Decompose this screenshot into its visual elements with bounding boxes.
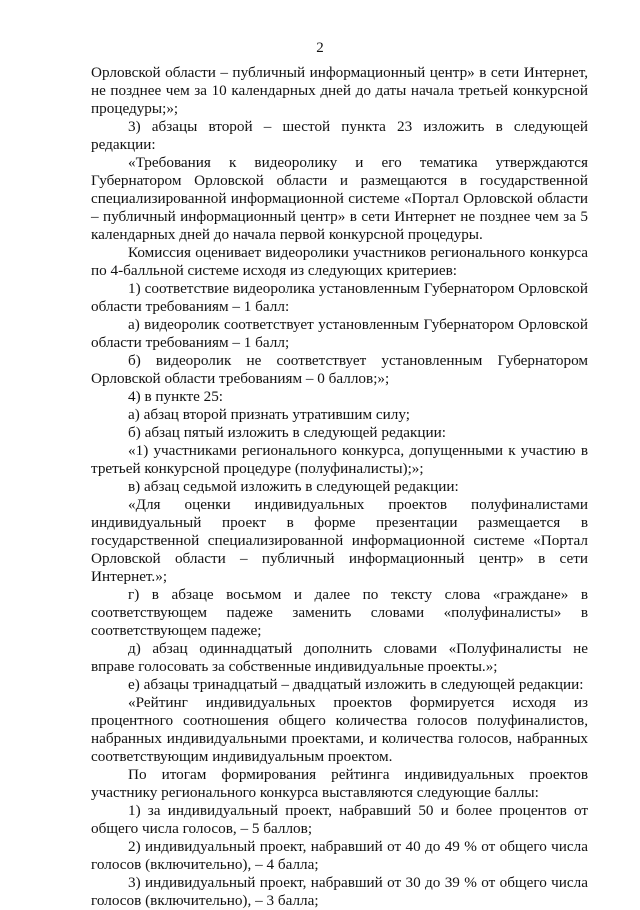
paragraph-6: а) видеоролик соответствует установленным Губернатором Орловской области требованиям – 1 балл; (91, 316, 588, 351)
paragraph-10: б) абзац пятый изложить в следующей редакции: (128, 424, 446, 441)
paragraph-1: Орловской области – публичный информационный центр» в сети Интернет, не позднее чем за 10 календарных дней до даты начала третьей конкурсной процедуры;»; (91, 64, 588, 117)
paragraph-12: в) абзац седьмой изложить в следующей редакции: (128, 478, 459, 495)
paragraph-17: «Рейтинг индивидуальных проектов формируется исходя из процентного соотношения общего количества голосов полуфиналистов, набранных индивидуальными проектами, и количества голосов, набранных соответствующим индивидуальным проектом. (91, 694, 588, 765)
paragraph-4: Комиссия оценивает видеоролики участников регионального конкурса по 4-балльной системе исходя из следующих критериев: (91, 244, 588, 279)
paragraph-7: б) видеоролик не соответствует установленным Губернатором Орловской области требованиям – 0 баллов;»; (91, 352, 588, 387)
paragraph-20: 2) индивидуальный проект, набравший от 40 до 49 % от общего числа голосов (включительно), – 4 балла; (91, 838, 588, 873)
paragraph-9: а) абзац второй признать утратившим силу; (128, 406, 410, 423)
paragraph-13: «Для оценки индивидуальных проектов полуфиналистами индивидуальный проект в форме презентации размещается в государственной специализированной информационной системе «Портал Орловской области – публичный информационный центр» в сети Интернет.»; (91, 496, 588, 585)
paragraph-16: е) абзацы тринадцатый – двадцатый изложить в следующей редакции: (128, 676, 584, 693)
paragraph-18: По итогам формирования рейтинга индивидуальных проектов участнику регионального конкурса выставляются следующие баллы: (91, 766, 588, 801)
paragraph-15: д) абзац одиннадцатый дополнить словами «Полуфиналисты не вправе голосовать за собственные индивидуальные проекты.»; (91, 640, 588, 675)
paragraph-3: «Требования к видеоролику и его тематика утверждаются Губернатором Орловской области и размещаются в государственной специализированной информационной системе «Портал Орловской области – публичный информационный центр» в сети Интернет не позднее чем за 5 календарных дней до начала первой конкурсной процедуры. (91, 154, 588, 243)
document-body (91, 64, 588, 910)
paragraph-14: г) в абзаце восьмом и далее по тексту слова «граждане» в соответствующем падеже заменить словами «полуфиналисты» в соответствующем падеже; (91, 586, 588, 639)
paragraph-8: 4) в пункте 25: (128, 388, 224, 405)
paragraph-21: 3) индивидуальный проект, набравший от 30 до 39 % от общего числа голосов (включительно), – 3 балла; (91, 874, 588, 909)
paragraph-11: «1) участниками регионального конкурса, допущенными к участию в третьей конкурсной процедуре (полуфиналисты);»; (91, 442, 588, 477)
page-number: 2 (316, 40, 324, 56)
paragraph-2: 3) абзацы второй – шестой пункта 23 изложить в следующей редакции: (91, 118, 588, 153)
paragraph-5: 1) соответствие видеоролика установленным Губернатором Орловской области требованиям – 1 балл: (91, 280, 588, 315)
paragraph-19: 1) за индивидуальный проект, набравший 50 и более процентов от общего числа голосов, – 5 баллов; (91, 802, 588, 837)
